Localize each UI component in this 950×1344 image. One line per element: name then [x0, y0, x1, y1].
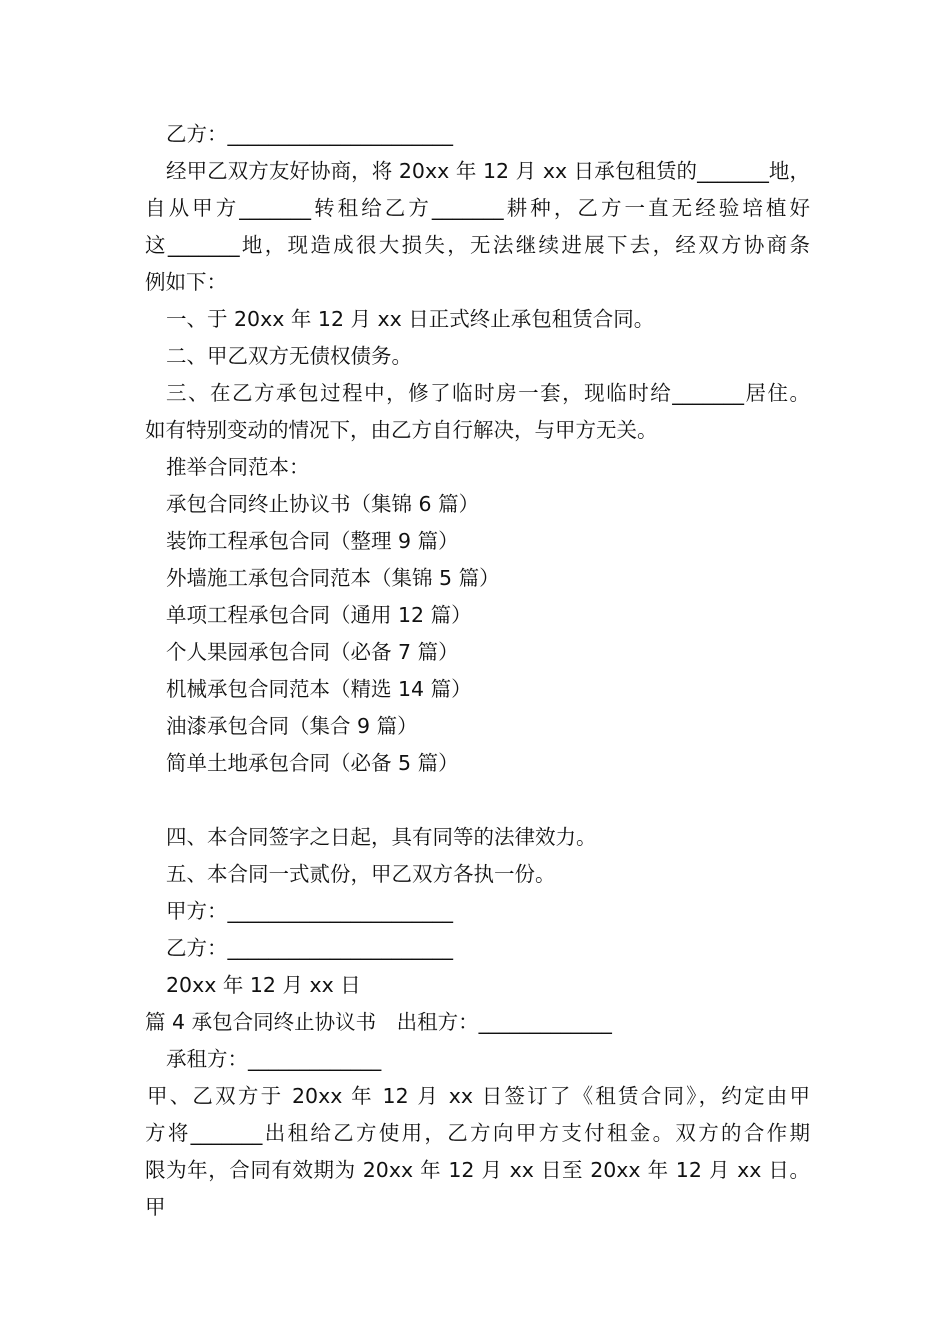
clause-5: 五、本合同一式贰份，甲乙双方各执一份。 — [166, 862, 556, 886]
paragraph-line: 方将_______出租给乙方使用，乙方向甲方支付租金。双方的合作期 — [145, 1121, 810, 1145]
recommended-link[interactable]: 简单土地承包合同（必备 5 篇） — [166, 751, 459, 775]
paragraph-line: 自从甲方_______转租给乙方_______耕种，乙方一直无经验培植好 — [145, 196, 810, 220]
paragraph-line: 甲、乙双方于 20xx 年 12 月 xx 日签订了《租赁合同》，约定由甲 — [147, 1084, 810, 1108]
recommended-link[interactable]: 外墙施工承包合同范本（集锦 5 篇） — [166, 566, 500, 590]
section-heading: 篇 4 承包合同终止协议书 出租方：_____________ — [145, 1010, 612, 1034]
recommended-heading: 推举合同范本： — [166, 455, 310, 479]
recommended-link[interactable]: 个人果园承包合同（必备 7 篇） — [166, 640, 459, 664]
date-line: 20xx 年 12 月 xx 日 — [166, 973, 361, 997]
recommended-link[interactable]: 承包合同终止协议书（集锦 6 篇） — [166, 492, 480, 516]
blank-line — [145, 782, 810, 819]
recommended-link[interactable]: 装饰工程承包合同（整理 9 篇） — [166, 529, 459, 553]
paragraph-line: 例如下： — [145, 270, 227, 294]
recommended-link[interactable]: 油漆承包合同（集合 9 篇） — [166, 714, 418, 738]
party-a-signature-line: 甲方：______________________ — [166, 899, 453, 923]
clause-2: 二、甲乙双方无债权债务。 — [166, 344, 412, 368]
party-b-signature-line: 乙方：______________________ — [166, 122, 453, 146]
clause-1: 一、于 20xx 年 12 月 xx 日正式终止承包租赁合同。 — [166, 307, 655, 331]
lessee-line: 承租方：_____________ — [166, 1047, 382, 1071]
paragraph-line: 经甲乙双方友好协商，将 20xx 年 12 月 xx 日承包租赁的_______地， — [166, 159, 810, 183]
clause-3-continued: 如有特别变动的情况下，由乙方自行解决，与甲方无关。 — [145, 418, 658, 442]
paragraph-line: 这_______地，现造成很大损失，无法继续进展下去，经双方协商条 — [145, 233, 810, 257]
party-b-signature-line: 乙方：______________________ — [166, 936, 453, 960]
clause-3: 三、在乙方承包过程中，修了临时房一套，现临时给_______居住。 — [166, 381, 810, 405]
recommended-link[interactable]: 机械承包合同范本（精选 14 篇） — [166, 677, 472, 701]
document-body — [145, 116, 810, 1219]
clause-4: 四、本合同签字之日起，具有同等的法律效力。 — [166, 825, 597, 849]
recommended-link[interactable]: 单项工程承包合同（通用 12 篇） — [166, 603, 472, 627]
paragraph-line: 限为年，合同有效期为 20xx 年 12 月 xx 日至 20xx 年 12 月 xx 日。甲 — [145, 1158, 810, 1219]
